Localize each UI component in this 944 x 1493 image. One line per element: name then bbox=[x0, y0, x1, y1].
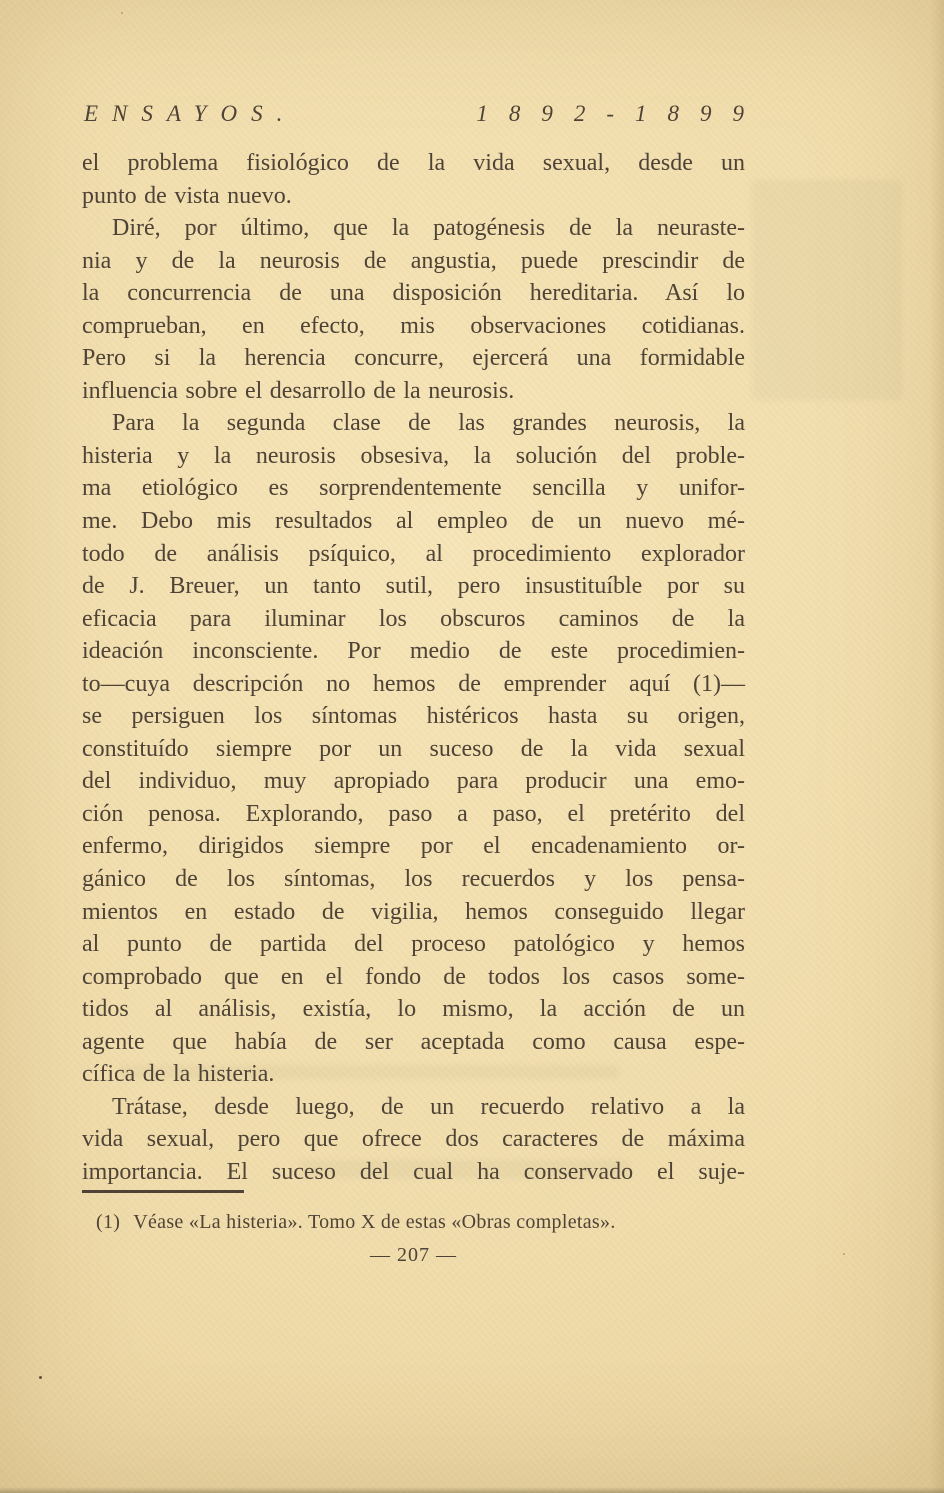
paper-speck bbox=[843, 1253, 845, 1255]
text-line: punto de vista nuevo. bbox=[82, 182, 292, 209]
scan-edge-shading bbox=[0, 1487, 944, 1493]
body-text bbox=[82, 147, 745, 1189]
text-line: comprobado que en el fondo de todos los casos some- bbox=[82, 963, 745, 990]
page-number: — 207 — bbox=[370, 1244, 457, 1266]
running-header-years: 1892-1899 bbox=[476, 101, 765, 126]
scan-edge-shading bbox=[930, 0, 944, 1493]
paper-speck bbox=[121, 12, 123, 14]
text-line: del individuo, muy apropiado para producir una emo- bbox=[82, 768, 745, 795]
footnote bbox=[96, 1209, 746, 1235]
text-line: Trátase, desde luego, de un recuerdo relativo a la bbox=[112, 1093, 745, 1120]
text-line: to—cuya descripción no hemos de emprender aquí (1)— bbox=[82, 670, 745, 697]
show-through-smudge bbox=[752, 180, 902, 400]
text-line: ma etiológico es sorprendentemente sencilla y unifor- bbox=[82, 475, 745, 502]
text-line: todo de análisis psíquico, al procedimiento explorador bbox=[82, 540, 745, 567]
text-line: ción penosa. Explorando, paso a paso, el pretérito del bbox=[82, 800, 745, 827]
text-line: ideación inconsciente. Por medio de este procedimien- bbox=[82, 638, 745, 665]
text-line: histeria y la neurosis obsesiva, la solución del proble- bbox=[82, 442, 745, 469]
running-header-title: ENSAYOS. bbox=[84, 101, 297, 126]
running-header bbox=[84, 99, 765, 129]
text-line: constituído siempre por un suceso de la vida sexual bbox=[82, 735, 745, 762]
footnote-text: Véase «La histeria». Tomo X de estas «Obras completas». bbox=[133, 1211, 616, 1233]
paper-speck bbox=[39, 1376, 42, 1379]
text-line: influencia sobre el desarrollo de la neurosis. bbox=[82, 377, 515, 404]
footnote-rule bbox=[82, 1190, 244, 1193]
text-line: eficacia para iluminar los obscuros caminos de la bbox=[82, 605, 745, 632]
show-through-smudge bbox=[300, 1160, 630, 1178]
text-line: Pero si la herencia concurre, ejercerá una formidable bbox=[82, 345, 745, 372]
footnote-marker: (1) bbox=[96, 1211, 121, 1233]
text-line: cífica de la histeria. bbox=[82, 1061, 275, 1088]
text-line: el problema fisiológico de la vida sexual, desde un bbox=[82, 150, 745, 176]
text-line: Diré, por último, que la patogénesis de la neuraste- bbox=[112, 215, 745, 242]
text-line: al punto de partida del proceso patológico y hemos bbox=[82, 931, 745, 958]
text-line: se persiguen los síntomas histéricos hasta su origen, bbox=[82, 703, 745, 730]
text-line: tidos al análisis, existía, lo mismo, la acción de un bbox=[82, 996, 745, 1023]
text-line: de J. Breuer, un tanto sutil, pero insustituíble por su bbox=[82, 573, 745, 600]
text-line: comprueban, en efecto, mis observaciones cotidianas. bbox=[82, 312, 745, 339]
show-through-smudge bbox=[120, 1065, 620, 1079]
text-line: la concurrencia de una disposición hereditaria. Así lo bbox=[82, 280, 745, 307]
text-line: me. Debo mis resultados al empleo de un nuevo mé- bbox=[82, 508, 745, 535]
text-line: vida sexual, pero que ofrece dos caracteres de máxima bbox=[82, 1126, 745, 1153]
text-line: gánico de los síntomas, los recuerdos y los pensa- bbox=[82, 866, 745, 893]
text-line: enfermo, dirigidos siempre por el encadenamiento or- bbox=[82, 833, 745, 860]
text-line: mientos en estado de vigilia, hemos conseguido llegar bbox=[82, 898, 745, 925]
text-line: importancia. El suceso del cual ha conservado el suje- bbox=[82, 1158, 745, 1185]
text-line: nia y de la neurosis de angustia, puede prescindir de bbox=[82, 247, 745, 274]
text-line: Para la segunda clase de las grandes neurosis, la bbox=[112, 410, 745, 437]
text-line: agente que había de ser aceptada como causa espe- bbox=[82, 1028, 745, 1055]
